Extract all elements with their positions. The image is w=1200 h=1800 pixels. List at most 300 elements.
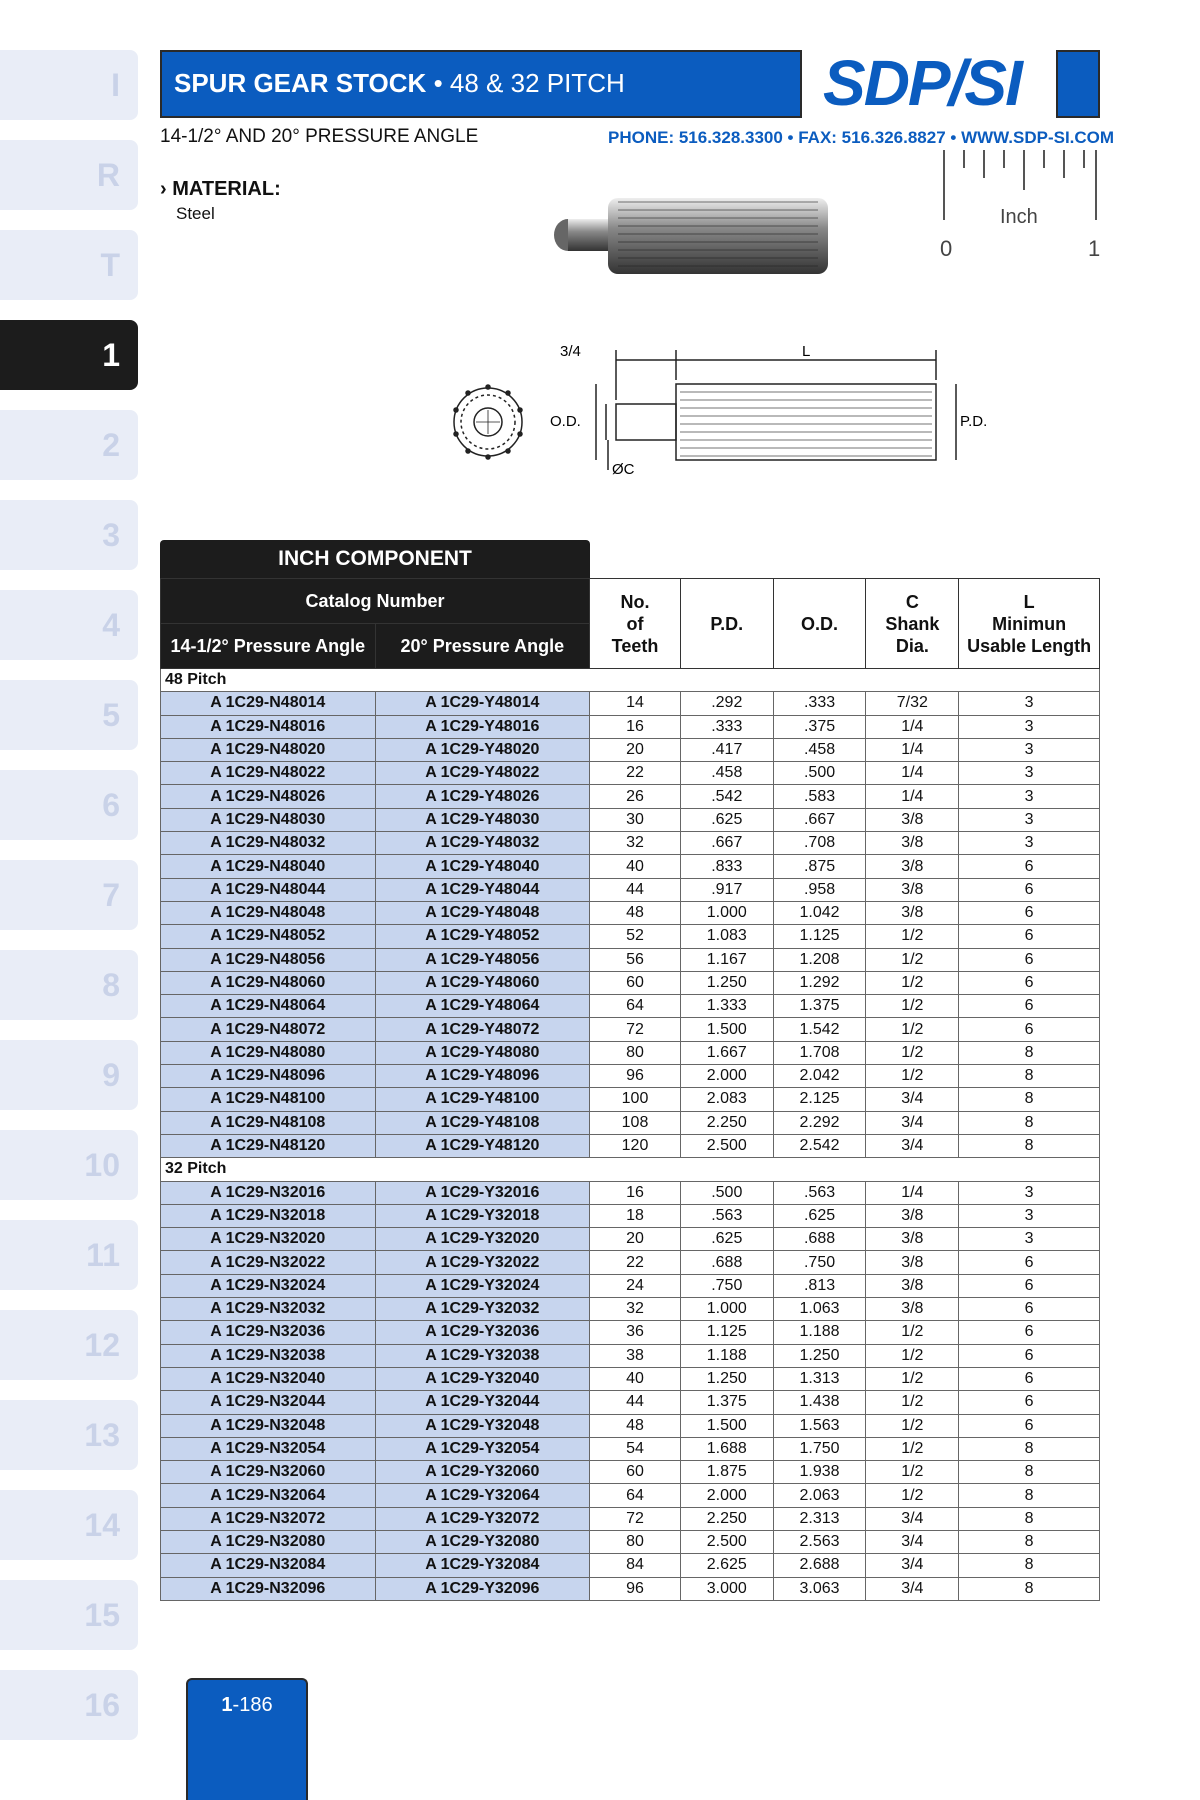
table-row bbox=[161, 1065, 1100, 1088]
cell-catalog-14: A 1C29-N48096 bbox=[161, 1065, 376, 1088]
cell-catalog-14: A 1C29-N32060 bbox=[161, 1461, 376, 1484]
table-row bbox=[161, 1461, 1100, 1484]
cell-usable-length: 6 bbox=[959, 971, 1100, 994]
cell-shank-dia: 1/2 bbox=[866, 1018, 959, 1041]
cell-catalog-20: A 1C29-Y48016 bbox=[375, 715, 590, 738]
cell-teeth: 60 bbox=[590, 1461, 681, 1484]
cell-od: .813 bbox=[773, 1274, 866, 1297]
cell-teeth: 14 bbox=[590, 692, 681, 715]
table-row bbox=[161, 1507, 1100, 1530]
section-tab-16[interactable]: 16 bbox=[0, 1670, 138, 1740]
section-title: 48 Pitch bbox=[161, 669, 1100, 692]
cell-pd: .563 bbox=[680, 1204, 773, 1227]
cell-shank-dia: 1/2 bbox=[866, 1484, 959, 1507]
dim-length: L bbox=[802, 343, 811, 360]
cell-teeth: 56 bbox=[590, 948, 681, 971]
cell-catalog-14: A 1C29-N48020 bbox=[161, 738, 376, 761]
cell-usable-length: 8 bbox=[959, 1134, 1100, 1157]
cell-od: 2.542 bbox=[773, 1134, 866, 1157]
cell-od: 1.708 bbox=[773, 1041, 866, 1064]
table-row bbox=[161, 1577, 1100, 1600]
table-row bbox=[161, 995, 1100, 1018]
cell-catalog-14: A 1C29-N48052 bbox=[161, 925, 376, 948]
cell-catalog-14: A 1C29-N32096 bbox=[161, 1577, 376, 1600]
cell-pd: 1.333 bbox=[680, 995, 773, 1018]
cell-usable-length: 8 bbox=[959, 1461, 1100, 1484]
cell-teeth: 22 bbox=[590, 1251, 681, 1274]
cell-pd: 1.500 bbox=[680, 1018, 773, 1041]
cell-teeth: 64 bbox=[590, 1484, 681, 1507]
table-body bbox=[161, 669, 1100, 1601]
cell-pd: 2.000 bbox=[680, 1484, 773, 1507]
table-row bbox=[161, 1111, 1100, 1134]
cell-od: 1.063 bbox=[773, 1298, 866, 1321]
cell-od: 2.042 bbox=[773, 1065, 866, 1088]
cell-catalog-14: A 1C29-N48120 bbox=[161, 1134, 376, 1157]
cell-pd: 1.000 bbox=[680, 901, 773, 924]
contact-info: PHONE: 516.328.3300 • FAX: 516.326.8827 • WWW.SDP-SI.COM bbox=[608, 128, 1115, 147]
table-row bbox=[161, 1414, 1100, 1437]
cell-shank-dia: 1/2 bbox=[866, 1367, 959, 1390]
cell-pd: .833 bbox=[680, 855, 773, 878]
cell-shank-dia: 1/2 bbox=[866, 925, 959, 948]
cell-teeth: 18 bbox=[590, 1204, 681, 1227]
table-row bbox=[161, 738, 1100, 761]
cell-catalog-14: A 1C29-N48100 bbox=[161, 1088, 376, 1111]
cell-pd: 2.625 bbox=[680, 1554, 773, 1577]
cell-pd: .333 bbox=[680, 715, 773, 738]
cell-pd: 1.250 bbox=[680, 971, 773, 994]
cell-catalog-14: A 1C29-N48044 bbox=[161, 878, 376, 901]
cell-catalog-20: A 1C29-Y32016 bbox=[375, 1181, 590, 1204]
cell-catalog-14: A 1C29-N32020 bbox=[161, 1228, 376, 1251]
cell-teeth: 72 bbox=[590, 1018, 681, 1041]
cell-teeth: 120 bbox=[590, 1134, 681, 1157]
cell-od: .625 bbox=[773, 1204, 866, 1227]
cell-od: 2.125 bbox=[773, 1088, 866, 1111]
chevron-right-icon: › bbox=[160, 178, 167, 200]
cell-usable-length: 6 bbox=[959, 1018, 1100, 1041]
cell-usable-length: 6 bbox=[959, 855, 1100, 878]
cell-catalog-20: A 1C29-Y32036 bbox=[375, 1321, 590, 1344]
cell-catalog-20: A 1C29-Y48056 bbox=[375, 948, 590, 971]
cell-pd: .417 bbox=[680, 738, 773, 761]
cell-catalog-20: A 1C29-Y48020 bbox=[375, 738, 590, 761]
cell-catalog-14: A 1C29-N32036 bbox=[161, 1321, 376, 1344]
cell-od: 1.938 bbox=[773, 1461, 866, 1484]
cell-teeth: 40 bbox=[590, 1367, 681, 1390]
usable-length-header: L Minimun Usable Length bbox=[959, 579, 1100, 669]
cell-pd: 2.500 bbox=[680, 1134, 773, 1157]
cell-teeth: 32 bbox=[590, 832, 681, 855]
section-tab-7[interactable]: 7 bbox=[0, 860, 138, 930]
cell-usable-length: 6 bbox=[959, 1321, 1100, 1344]
cell-teeth: 54 bbox=[590, 1437, 681, 1460]
cell-catalog-20: A 1C29-Y32084 bbox=[375, 1554, 590, 1577]
table-row bbox=[161, 1018, 1100, 1041]
shank-dia-header: C Shank Dia. bbox=[866, 579, 959, 669]
table-row bbox=[161, 1088, 1100, 1111]
cell-shank-dia: 1/4 bbox=[866, 785, 959, 808]
cell-od: .458 bbox=[773, 738, 866, 761]
cell-usable-length: 8 bbox=[959, 1041, 1100, 1064]
pa14-header: 14-1/2° Pressure Angle bbox=[161, 624, 376, 669]
cell-shank-dia: 1/2 bbox=[866, 995, 959, 1018]
cell-catalog-14: A 1C29-N32048 bbox=[161, 1414, 376, 1437]
cell-od: 1.208 bbox=[773, 948, 866, 971]
cell-shank-dia: 3/4 bbox=[866, 1134, 959, 1157]
cell-catalog-20: A 1C29-Y48048 bbox=[375, 901, 590, 924]
ruler-start: 0 bbox=[940, 236, 953, 261]
cell-od: .958 bbox=[773, 878, 866, 901]
section-tab-9[interactable]: 9 bbox=[0, 1040, 138, 1110]
cell-catalog-20: A 1C29-Y32040 bbox=[375, 1367, 590, 1390]
cell-usable-length: 6 bbox=[959, 901, 1100, 924]
section-tab-10[interactable]: 10 bbox=[0, 1130, 138, 1200]
cell-shank-dia: 3/8 bbox=[866, 1251, 959, 1274]
gear-stock-photo bbox=[548, 190, 888, 280]
table-row bbox=[161, 948, 1100, 971]
cell-teeth: 38 bbox=[590, 1344, 681, 1367]
cell-catalog-14: A 1C29-N48072 bbox=[161, 1018, 376, 1041]
teeth-header: No. of Teeth bbox=[590, 579, 681, 669]
cell-usable-length: 8 bbox=[959, 1577, 1100, 1600]
cell-catalog-14: A 1C29-N48080 bbox=[161, 1041, 376, 1064]
cell-catalog-14: A 1C29-N32022 bbox=[161, 1251, 376, 1274]
section-row bbox=[161, 669, 1100, 692]
cell-shank-dia: 1/2 bbox=[866, 1321, 959, 1344]
table-row bbox=[161, 1484, 1100, 1507]
cell-catalog-14: A 1C29-N48030 bbox=[161, 808, 376, 831]
cell-usable-length: 8 bbox=[959, 1065, 1100, 1088]
cell-catalog-14: A 1C29-N32040 bbox=[161, 1367, 376, 1390]
cell-teeth: 40 bbox=[590, 855, 681, 878]
cell-pd: 1.667 bbox=[680, 1041, 773, 1064]
section-tab-12[interactable]: 12 bbox=[0, 1310, 138, 1380]
table-row bbox=[161, 1530, 1100, 1553]
table-row bbox=[161, 1274, 1100, 1297]
ruler-end: 1 bbox=[1088, 236, 1101, 261]
cell-shank-dia: 1/2 bbox=[866, 1461, 959, 1484]
cell-teeth: 52 bbox=[590, 925, 681, 948]
cell-usable-length: 3 bbox=[959, 1181, 1100, 1204]
cell-catalog-20: A 1C29-Y48044 bbox=[375, 878, 590, 901]
cell-catalog-14: A 1C29-N32044 bbox=[161, 1391, 376, 1414]
cell-catalog-20: A 1C29-Y32038 bbox=[375, 1344, 590, 1367]
cell-usable-length: 8 bbox=[959, 1507, 1100, 1530]
cell-od: 1.375 bbox=[773, 995, 866, 1018]
cell-teeth: 84 bbox=[590, 1554, 681, 1577]
cell-catalog-20: A 1C29-Y48026 bbox=[375, 785, 590, 808]
cell-od: 2.563 bbox=[773, 1530, 866, 1553]
table-row bbox=[161, 1134, 1100, 1157]
cell-shank-dia: 3/8 bbox=[866, 855, 959, 878]
cell-catalog-14: A 1C29-N32016 bbox=[161, 1181, 376, 1204]
section-tab-13[interactable]: 13 bbox=[0, 1400, 138, 1470]
cell-usable-length: 6 bbox=[959, 1367, 1100, 1390]
cell-shank-dia: 1/2 bbox=[866, 1437, 959, 1460]
cell-catalog-20: A 1C29-Y32048 bbox=[375, 1414, 590, 1437]
cell-catalog-20: A 1C29-Y32064 bbox=[375, 1484, 590, 1507]
od-header: O.D. bbox=[773, 579, 866, 669]
cell-usable-length: 6 bbox=[959, 1391, 1100, 1414]
cell-catalog-14: A 1C29-N32024 bbox=[161, 1274, 376, 1297]
table-row bbox=[161, 1298, 1100, 1321]
cell-od: 1.250 bbox=[773, 1344, 866, 1367]
cell-teeth: 72 bbox=[590, 1507, 681, 1530]
cell-shank-dia: 3/8 bbox=[866, 1204, 959, 1227]
cell-od: 1.542 bbox=[773, 1018, 866, 1041]
section-tab-8[interactable]: 8 bbox=[0, 950, 138, 1020]
cell-teeth: 96 bbox=[590, 1065, 681, 1088]
cell-od: 1.292 bbox=[773, 971, 866, 994]
cell-shank-dia: 1/2 bbox=[866, 1344, 959, 1367]
cell-pd: .500 bbox=[680, 1181, 773, 1204]
cell-teeth: 60 bbox=[590, 971, 681, 994]
inch-component-header: INCH COMPONENT bbox=[160, 540, 590, 578]
cell-usable-length: 6 bbox=[959, 995, 1100, 1018]
cell-usable-length: 6 bbox=[959, 1414, 1100, 1437]
cell-catalog-14: A 1C29-N48014 bbox=[161, 692, 376, 715]
cell-od: 1.313 bbox=[773, 1367, 866, 1390]
cell-pd: 1.500 bbox=[680, 1414, 773, 1437]
cell-catalog-20: A 1C29-Y32096 bbox=[375, 1577, 590, 1600]
cell-shank-dia: 1/4 bbox=[866, 715, 959, 738]
cell-pd: 2.000 bbox=[680, 1065, 773, 1088]
section-tab-t[interactable]: T bbox=[0, 230, 138, 300]
cell-catalog-20: A 1C29-Y32020 bbox=[375, 1228, 590, 1251]
cell-catalog-14: A 1C29-N48026 bbox=[161, 785, 376, 808]
cell-catalog-14: A 1C29-N32038 bbox=[161, 1344, 376, 1367]
ruler-unit: Inch bbox=[1000, 206, 1038, 228]
catalog-number-header: Catalog Number bbox=[161, 579, 590, 624]
cell-od: 1.042 bbox=[773, 901, 866, 924]
cell-pd: 1.167 bbox=[680, 948, 773, 971]
table-row bbox=[161, 878, 1100, 901]
cell-usable-length: 6 bbox=[959, 878, 1100, 901]
cell-shank-dia: 3/4 bbox=[866, 1088, 959, 1111]
cell-teeth: 24 bbox=[590, 1274, 681, 1297]
cell-catalog-14: A 1C29-N32084 bbox=[161, 1554, 376, 1577]
cell-catalog-20: A 1C29-Y32032 bbox=[375, 1298, 590, 1321]
cell-shank-dia: 1/2 bbox=[866, 1414, 959, 1437]
dim-shank-length: 3/4 bbox=[560, 343, 581, 360]
sdpsi-logo bbox=[820, 47, 1100, 119]
cell-teeth: 20 bbox=[590, 738, 681, 761]
cell-pd: .688 bbox=[680, 1251, 773, 1274]
cell-shank-dia: 3/4 bbox=[866, 1554, 959, 1577]
cell-usable-length: 3 bbox=[959, 738, 1100, 761]
cell-shank-dia: 1/4 bbox=[866, 1181, 959, 1204]
cell-od: 2.063 bbox=[773, 1484, 866, 1507]
cell-pd: .917 bbox=[680, 878, 773, 901]
cell-od: 1.125 bbox=[773, 925, 866, 948]
logo-text: SDP/SI bbox=[823, 47, 1021, 119]
cell-catalog-14: A 1C29-N32064 bbox=[161, 1484, 376, 1507]
page-number: 1-186 bbox=[186, 1678, 308, 1800]
cell-od: 2.292 bbox=[773, 1111, 866, 1134]
cell-usable-length: 3 bbox=[959, 762, 1100, 785]
cell-od: .750 bbox=[773, 1251, 866, 1274]
cell-catalog-20: A 1C29-Y48080 bbox=[375, 1041, 590, 1064]
logo-bar bbox=[1056, 50, 1100, 118]
cell-shank-dia: 3/8 bbox=[866, 901, 959, 924]
cell-usable-length: 3 bbox=[959, 1204, 1100, 1227]
cell-catalog-14: A 1C29-N32054 bbox=[161, 1437, 376, 1460]
cell-catalog-14: A 1C29-N48048 bbox=[161, 901, 376, 924]
cell-pd: .292 bbox=[680, 692, 773, 715]
table-row bbox=[161, 925, 1100, 948]
cell-pd: 1.250 bbox=[680, 1367, 773, 1390]
cell-pd: .667 bbox=[680, 832, 773, 855]
section-tab-11[interactable]: 11 bbox=[0, 1220, 138, 1290]
cell-catalog-20: A 1C29-Y48120 bbox=[375, 1134, 590, 1157]
cell-od: .333 bbox=[773, 692, 866, 715]
cell-od: .500 bbox=[773, 762, 866, 785]
cell-pd: 1.375 bbox=[680, 1391, 773, 1414]
cell-shank-dia: 3/4 bbox=[866, 1507, 959, 1530]
cell-pd: 1.083 bbox=[680, 925, 773, 948]
pressure-angle-subtitle: 14-1/2° AND 20° PRESSURE ANGLE bbox=[160, 126, 479, 147]
cell-catalog-20: A 1C29-Y48064 bbox=[375, 995, 590, 1018]
cell-teeth: 36 bbox=[590, 1321, 681, 1344]
cell-catalog-20: A 1C29-Y48072 bbox=[375, 1018, 590, 1041]
gear-stock-drawing bbox=[430, 340, 990, 490]
cell-od: .583 bbox=[773, 785, 866, 808]
cell-shank-dia: 3/8 bbox=[866, 1298, 959, 1321]
cell-catalog-20: A 1C29-Y32060 bbox=[375, 1461, 590, 1484]
cell-catalog-20: A 1C29-Y32024 bbox=[375, 1274, 590, 1297]
cell-catalog-14: A 1C29-N48056 bbox=[161, 948, 376, 971]
cell-shank-dia: 1/2 bbox=[866, 948, 959, 971]
cell-teeth: 48 bbox=[590, 901, 681, 924]
table-row bbox=[161, 692, 1100, 715]
cell-catalog-14: A 1C29-N48108 bbox=[161, 1111, 376, 1134]
cell-shank-dia: 3/4 bbox=[866, 1111, 959, 1134]
cell-usable-length: 8 bbox=[959, 1088, 1100, 1111]
cell-usable-length: 8 bbox=[959, 1437, 1100, 1460]
cell-teeth: 100 bbox=[590, 1088, 681, 1111]
page-title: SPUR GEAR STOCK • 48 & 32 PITCH bbox=[174, 68, 625, 98]
cell-teeth: 20 bbox=[590, 1228, 681, 1251]
cell-pd: 1.688 bbox=[680, 1437, 773, 1460]
cell-od: .563 bbox=[773, 1181, 866, 1204]
cell-catalog-20: A 1C29-Y48032 bbox=[375, 832, 590, 855]
cell-usable-length: 6 bbox=[959, 948, 1100, 971]
cell-pd: 2.250 bbox=[680, 1507, 773, 1530]
section-tab-1[interactable]: 1 bbox=[0, 320, 138, 390]
cell-pd: .625 bbox=[680, 808, 773, 831]
cell-shank-dia: 3/8 bbox=[866, 1274, 959, 1297]
cell-od: .708 bbox=[773, 832, 866, 855]
dim-od: O.D. bbox=[550, 413, 581, 430]
cell-catalog-14: A 1C29-N48064 bbox=[161, 995, 376, 1018]
table-row bbox=[161, 855, 1100, 878]
cell-shank-dia: 1/2 bbox=[866, 1391, 959, 1414]
table-row bbox=[161, 1344, 1100, 1367]
material-value: Steel bbox=[176, 204, 215, 223]
cell-usable-length: 6 bbox=[959, 1344, 1100, 1367]
cell-teeth: 96 bbox=[590, 1577, 681, 1600]
cell-catalog-14: A 1C29-N32018 bbox=[161, 1204, 376, 1227]
cell-teeth: 48 bbox=[590, 1414, 681, 1437]
header-bar bbox=[160, 50, 802, 118]
cell-teeth: 108 bbox=[590, 1111, 681, 1134]
cell-shank-dia: 7/32 bbox=[866, 692, 959, 715]
section-tab-r[interactable]: R bbox=[0, 140, 138, 210]
cell-shank-dia: 1/4 bbox=[866, 762, 959, 785]
dim-c: ØC bbox=[612, 461, 635, 478]
cell-usable-length: 6 bbox=[959, 925, 1100, 948]
cell-catalog-20: A 1C29-Y48100 bbox=[375, 1088, 590, 1111]
table-row bbox=[161, 1041, 1100, 1064]
cell-od: 1.750 bbox=[773, 1437, 866, 1460]
cell-catalog-20: A 1C29-Y48060 bbox=[375, 971, 590, 994]
cell-usable-length: 3 bbox=[959, 785, 1100, 808]
cell-catalog-20: A 1C29-Y48014 bbox=[375, 692, 590, 715]
section-tab-6[interactable]: 6 bbox=[0, 770, 138, 840]
cell-catalog-14: A 1C29-N32072 bbox=[161, 1507, 376, 1530]
cell-teeth: 64 bbox=[590, 995, 681, 1018]
cell-od: .688 bbox=[773, 1228, 866, 1251]
cell-shank-dia: 3/8 bbox=[866, 878, 959, 901]
cell-teeth: 32 bbox=[590, 1298, 681, 1321]
cell-catalog-20: A 1C29-Y32044 bbox=[375, 1391, 590, 1414]
cell-od: .375 bbox=[773, 715, 866, 738]
cell-catalog-14: A 1C29-N32032 bbox=[161, 1298, 376, 1321]
cell-od: 1.563 bbox=[773, 1414, 866, 1437]
section-tab-3[interactable]: 3 bbox=[0, 500, 138, 570]
cell-catalog-20: A 1C29-Y32054 bbox=[375, 1437, 590, 1460]
cell-catalog-14: A 1C29-N48032 bbox=[161, 832, 376, 855]
cell-pd: 1.875 bbox=[680, 1461, 773, 1484]
table-row bbox=[161, 1204, 1100, 1227]
cell-pd: 2.083 bbox=[680, 1088, 773, 1111]
cell-shank-dia: 3/8 bbox=[866, 808, 959, 831]
cell-shank-dia: 1/2 bbox=[866, 1041, 959, 1064]
pd-header: P.D. bbox=[680, 579, 773, 669]
cell-od: 2.688 bbox=[773, 1554, 866, 1577]
cell-od: .667 bbox=[773, 808, 866, 831]
section-tab-i[interactable]: I bbox=[0, 50, 138, 120]
table-row bbox=[161, 1228, 1100, 1251]
cell-pd: 2.250 bbox=[680, 1111, 773, 1134]
material-label: › MATERIAL: bbox=[160, 178, 281, 200]
section-tab-14[interactable]: 14 bbox=[0, 1490, 138, 1560]
cell-catalog-20: A 1C29-Y48040 bbox=[375, 855, 590, 878]
cell-pd: 1.188 bbox=[680, 1344, 773, 1367]
section-tab-2[interactable]: 2 bbox=[0, 410, 138, 480]
section-tab-15[interactable]: 15 bbox=[0, 1580, 138, 1650]
cell-usable-length: 3 bbox=[959, 692, 1100, 715]
cell-usable-length: 3 bbox=[959, 1228, 1100, 1251]
cell-catalog-20: A 1C29-Y32080 bbox=[375, 1530, 590, 1553]
cell-usable-length: 6 bbox=[959, 1274, 1100, 1297]
section-title: 32 Pitch bbox=[161, 1158, 1100, 1181]
table-row bbox=[161, 808, 1100, 831]
table-row bbox=[161, 1321, 1100, 1344]
cell-shank-dia: 1/4 bbox=[866, 738, 959, 761]
cell-shank-dia: 1/2 bbox=[866, 971, 959, 994]
cell-teeth: 30 bbox=[590, 808, 681, 831]
table-row bbox=[161, 832, 1100, 855]
cell-catalog-14: A 1C29-N48060 bbox=[161, 971, 376, 994]
section-tab-5[interactable]: 5 bbox=[0, 680, 138, 750]
cell-pd: .625 bbox=[680, 1228, 773, 1251]
section-tab-4[interactable]: 4 bbox=[0, 590, 138, 660]
pa20-header: 20° Pressure Angle bbox=[375, 624, 590, 669]
cell-catalog-20: A 1C29-Y48096 bbox=[375, 1065, 590, 1088]
